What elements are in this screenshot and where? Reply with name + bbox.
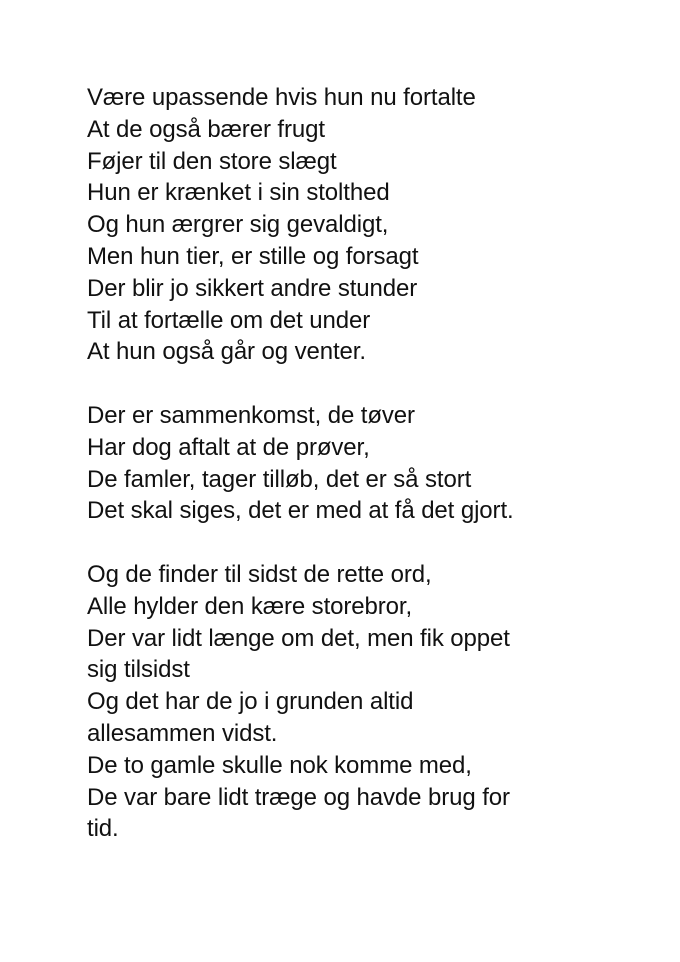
poem-line: At hun også går og venter. [87,338,366,366]
poem-line: tid. [87,815,119,843]
poem-line: Alle hylder den kære storebror, [87,592,413,620]
poem-line: Der blir jo sikkert andre stunder [87,274,418,302]
poem-line: Og de finder til sidst de rette ord, [87,560,432,588]
poem-line: De to gamle skulle nok komme med, [87,751,472,779]
poem-line: Det skal siges, det er med at få det gjort. [87,497,514,525]
poem-line: Føjer til den store slægt [87,147,337,175]
stanza-3 [87,559,672,845]
poem-line: Og hun ærgrer sig gevaldigt, [87,211,389,239]
poem-line: Og det har de jo i grunden altid [87,688,414,716]
poem-line: allesammen vidst. [87,719,278,747]
poem-line: sig tilsidst [87,656,190,684]
poem-line: Være upassende hvis hun nu fortalte [87,84,476,111]
poem-line: De famler, tager tilløb, det er så stort [87,465,472,493]
stanza-1 [87,82,672,368]
poem-line: At de også bærer frugt [87,115,325,143]
poem-line: Til at fortælle om det under [87,306,371,334]
poem-line: Har dog aftalt at de prøver, [87,433,370,461]
poem-text [87,82,672,845]
poem-line: Hun er krænket i sin stolthed [87,179,390,207]
poem-line: De var bare lidt træge og havde brug for [87,783,510,811]
poem-line: Men hun tier, er stille og forsagt [87,242,419,270]
poem-line: Der var lidt længe om det, men fik oppet [87,624,510,652]
poem-line: Der er sammenkomst, de tøver [87,401,415,429]
stanza-2 [87,400,672,527]
